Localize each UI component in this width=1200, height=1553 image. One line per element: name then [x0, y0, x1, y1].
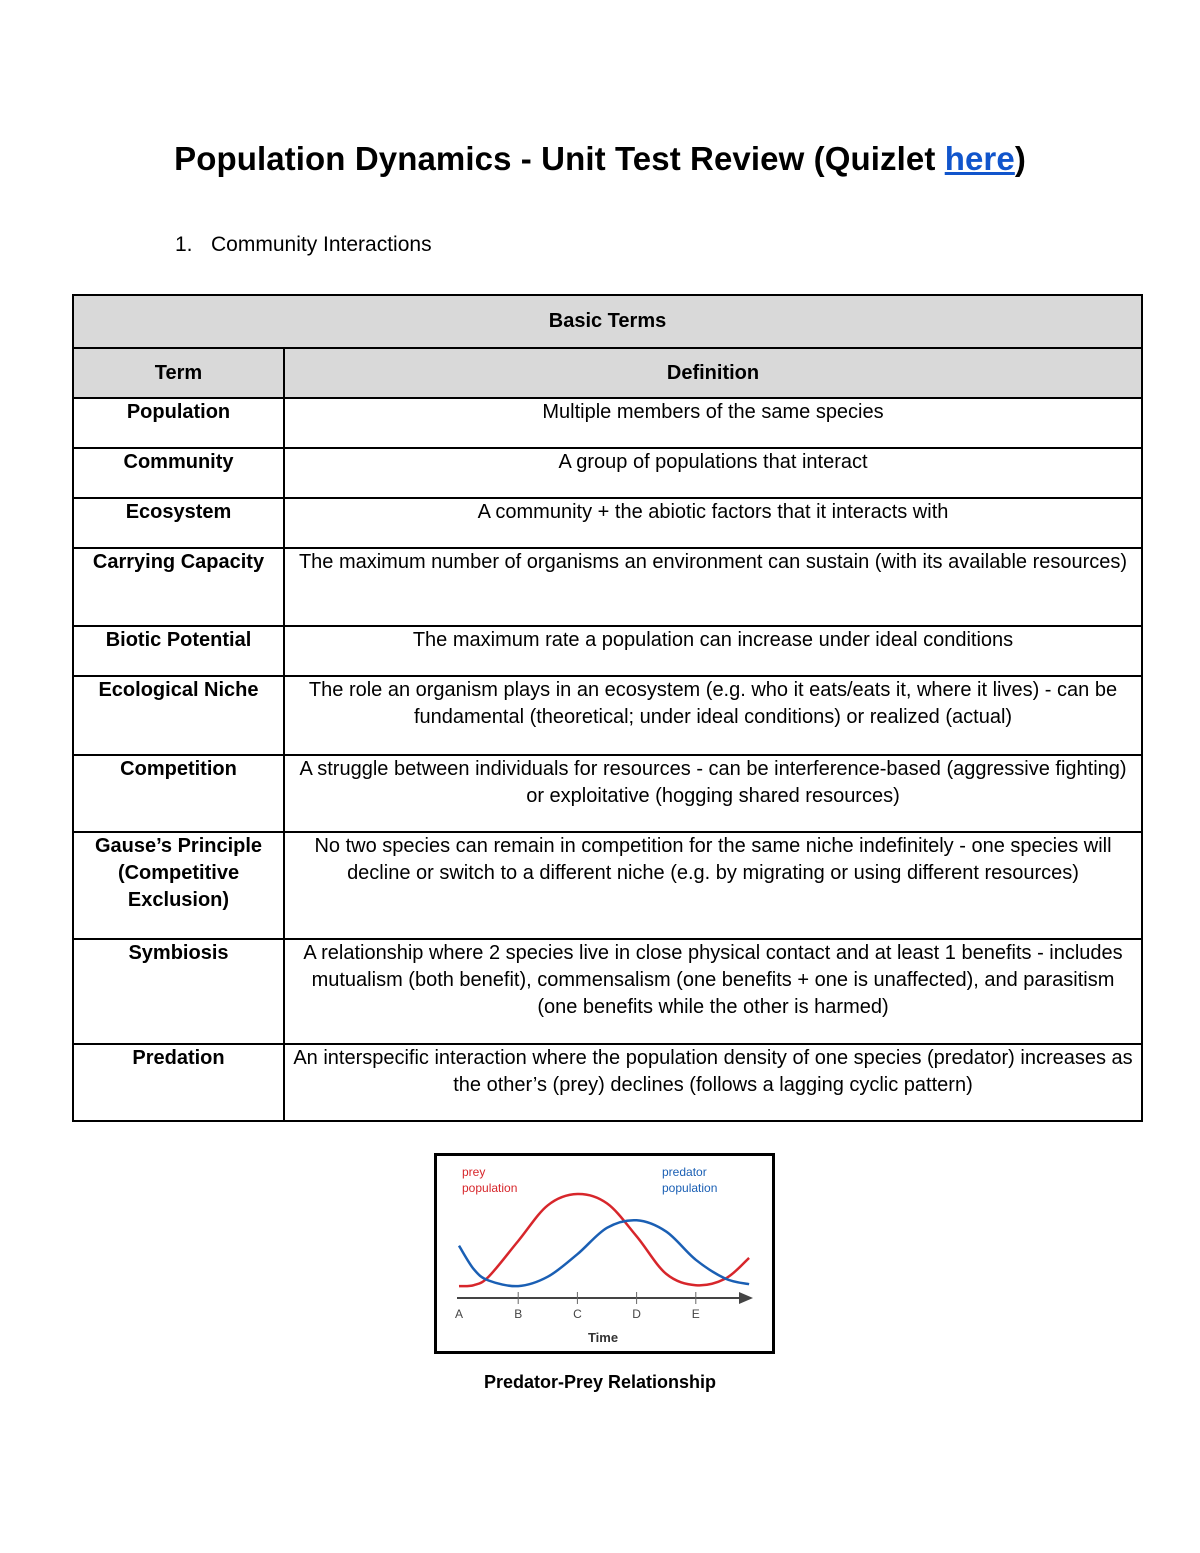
- table-row: [73, 755, 1142, 832]
- term-cell: Ecological Niche: [73, 676, 284, 755]
- prey-population-line: [459, 1194, 749, 1286]
- table-caption-row: [73, 295, 1142, 348]
- predator-label-line-1: predator: [662, 1165, 707, 1179]
- table-row: [73, 626, 1142, 676]
- definition-cell: A group of populations that interact: [284, 448, 1142, 498]
- term-cell: Population: [73, 398, 284, 448]
- term-cell: Community: [73, 448, 284, 498]
- definition-cell: Multiple members of the same species: [284, 398, 1142, 448]
- predator-label-line-2: population: [662, 1181, 718, 1195]
- term-cell: Symbiosis: [73, 939, 284, 1044]
- definition-cell: A community + the abiotic factors that it interacts with: [284, 498, 1142, 548]
- term-cell: Ecosystem: [73, 498, 284, 548]
- table-row: [73, 548, 1142, 626]
- table-row: [73, 832, 1142, 939]
- table-row: [73, 398, 1142, 448]
- x-tick-label-a: A: [454, 1307, 464, 1321]
- term-cell: Biotic Potential: [73, 626, 284, 676]
- term-cell: Predation: [73, 1044, 284, 1121]
- section-heading: [175, 233, 432, 257]
- table-row: [73, 939, 1142, 1044]
- table-row: [73, 498, 1142, 548]
- definition-cell: No two species can remain in competition for the same niche indefinitely - one species will decline or switch to a different niche (e.g. by migrating or using different resources): [284, 832, 1142, 939]
- definition-cell: A struggle between individuals for resources - can be interference-based (aggressive fighting) or exploitative (hogging shared resources): [284, 755, 1142, 832]
- quizlet-link[interactable]: here: [944, 140, 1015, 177]
- x-tick-label-c: C: [573, 1307, 582, 1321]
- x-tick-label-e: E: [691, 1307, 700, 1321]
- term-cell: Carrying Capacity: [73, 548, 284, 626]
- definition-cell: A relationship where 2 species live in close physical contact and at least 1 benefits - includes mutualism (both benefit), commensalism (one benefits + one is unaffected), and parasitism (one benefits while the other is harmed): [284, 939, 1142, 1044]
- table-header-row: [73, 348, 1142, 398]
- table-row: [73, 448, 1142, 498]
- title-text: Population Dynamics - Unit Test Review (Quizlet: [174, 140, 945, 177]
- definition-cell: The maximum rate a population can increase under ideal conditions: [284, 626, 1142, 676]
- table-row: [73, 1044, 1142, 1121]
- term-cell: Gause’s Principle (Competitive Exclusion): [73, 832, 284, 939]
- x-axis-label: Time: [587, 1330, 619, 1345]
- x-tick-label-b: B: [514, 1307, 523, 1321]
- title-suffix: ): [1014, 140, 1026, 177]
- table-caption: Basic Terms: [73, 295, 1142, 348]
- column-header-term: Term: [73, 348, 284, 398]
- definition-cell: The role an organism plays in an ecosystem (e.g. who it eats/eats it, where it lives) - can be fundamental (theoretical; under ideal conditions) or realized (actual): [284, 676, 1142, 755]
- prey-label-line-1: prey: [462, 1165, 486, 1179]
- predator-population-line: [459, 1220, 749, 1286]
- definition-cell: The maximum number of organisms an environment can sustain (with its available resources): [284, 548, 1142, 626]
- term-cell: Competition: [73, 755, 284, 832]
- x-tick-label-d: D: [632, 1307, 641, 1321]
- predator-prey-chart: [434, 1153, 775, 1354]
- chart-svg: [437, 1156, 772, 1351]
- section-number: 1.: [175, 233, 193, 256]
- prey-label-line-2: population: [462, 1181, 518, 1195]
- page-title: [0, 140, 1200, 178]
- definition-cell: An interspecific interaction where the population density of one species (predator) increases as the other’s (prey) declines (follows a lagging cyclic pattern): [284, 1044, 1142, 1121]
- column-header-definition: Definition: [284, 348, 1142, 398]
- figure-caption: Predator-Prey Relationship: [483, 1372, 717, 1392]
- section-title: Community Interactions: [211, 233, 432, 256]
- table-row: [73, 676, 1142, 755]
- basic-terms-table: [72, 294, 1143, 1122]
- x-axis-arrow-icon: [739, 1292, 753, 1304]
